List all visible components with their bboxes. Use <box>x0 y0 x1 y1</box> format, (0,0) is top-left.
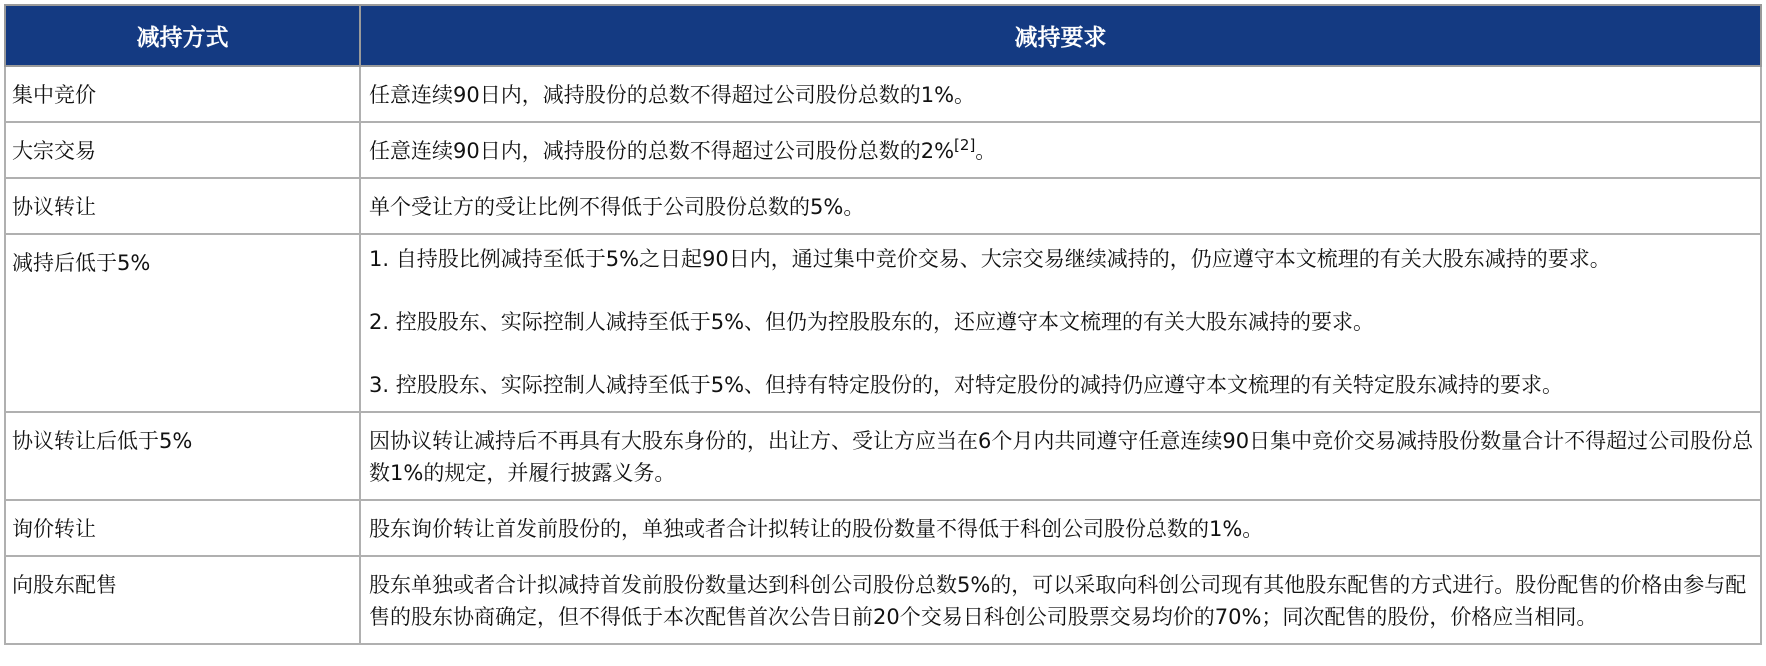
table-row <box>5 66 1761 122</box>
table-row <box>5 122 1761 178</box>
requirement-text-end: 。 <box>975 139 997 163</box>
requirement-cell <box>360 234 1761 412</box>
reduction-rules-table <box>4 4 1762 645</box>
requirement-cell: 因协议转让减持后不再具有大股东身份的，出让方、受让方应当在6个月内共同遵守任意连续90日集中竞价交易减持股份数量合计不得超过公司股份总数1%的规定，并履行披露义务。 <box>360 412 1761 500</box>
method-cell: 集中竞价 <box>5 66 360 122</box>
method-cell: 协议转让 <box>5 178 360 234</box>
requirement-paragraph: 3. 控股股东、实际控制人减持至低于5%、但持有特定股份的，对特定股份的减持仍应遵守本文梳理的有关特定股东减持的要求。 <box>369 373 1564 397</box>
header-requirement: 减持要求 <box>360 5 1761 66</box>
requirement-paragraph: 2. 控股股东、实际控制人减持至低于5%、但仍为控股股东的，还应遵守本文梳理的有关大股东减持的要求。 <box>369 310 1375 334</box>
requirement-cell: 股东询价转让首发前股份的，单独或者合计拟转让的股份数量不得低于科创公司股份总数的1%。 <box>360 500 1761 556</box>
requirement-text: 任意连续90日内，减持股份的总数不得超过公司股份总数的2% <box>369 139 955 163</box>
requirement-cell: 任意连续90日内，减持股份的总数不得超过公司股份总数的1%。 <box>360 66 1761 122</box>
method-cell: 减持后低于5% <box>5 234 360 412</box>
table-row <box>5 234 1761 412</box>
requirement-paragraph: 1. 自持股比例减持至低于5%之日起90日内，通过集中竞价交易、大宗交易继续减持的，仍应遵守本文梳理的有关大股东减持的要求。 <box>369 247 1611 271</box>
table-row <box>5 556 1761 644</box>
requirement-cell: 单个受让方的受让比例不得低于公司股份总数的5%。 <box>360 178 1761 234</box>
method-cell: 协议转让后低于5% <box>5 412 360 500</box>
method-cell: 大宗交易 <box>5 122 360 178</box>
method-cell: 向股东配售 <box>5 556 360 644</box>
requirement-cell: 股东单独或者合计拟减持首发前股份数量达到科创公司股份总数5%的，可以采取向科创公司现有其他股东配售的方式进行。股份配售的价格由参与配售的股东协商确定，但不得低于本次配售首次公告日前20个交易日科创公司股票交易均价的70%；同次配售的股份，价格应当相同。 <box>360 556 1761 644</box>
table-row <box>5 500 1761 556</box>
header-method: 减持方式 <box>5 5 360 66</box>
method-cell: 询价转让 <box>5 500 360 556</box>
table-header-row <box>5 5 1761 66</box>
reduction-rules-table-container <box>4 4 1762 645</box>
requirement-cell <box>360 122 1761 178</box>
footnote-link[interactable]: [2] <box>954 136 976 154</box>
table-row <box>5 412 1761 500</box>
table-row <box>5 178 1761 234</box>
